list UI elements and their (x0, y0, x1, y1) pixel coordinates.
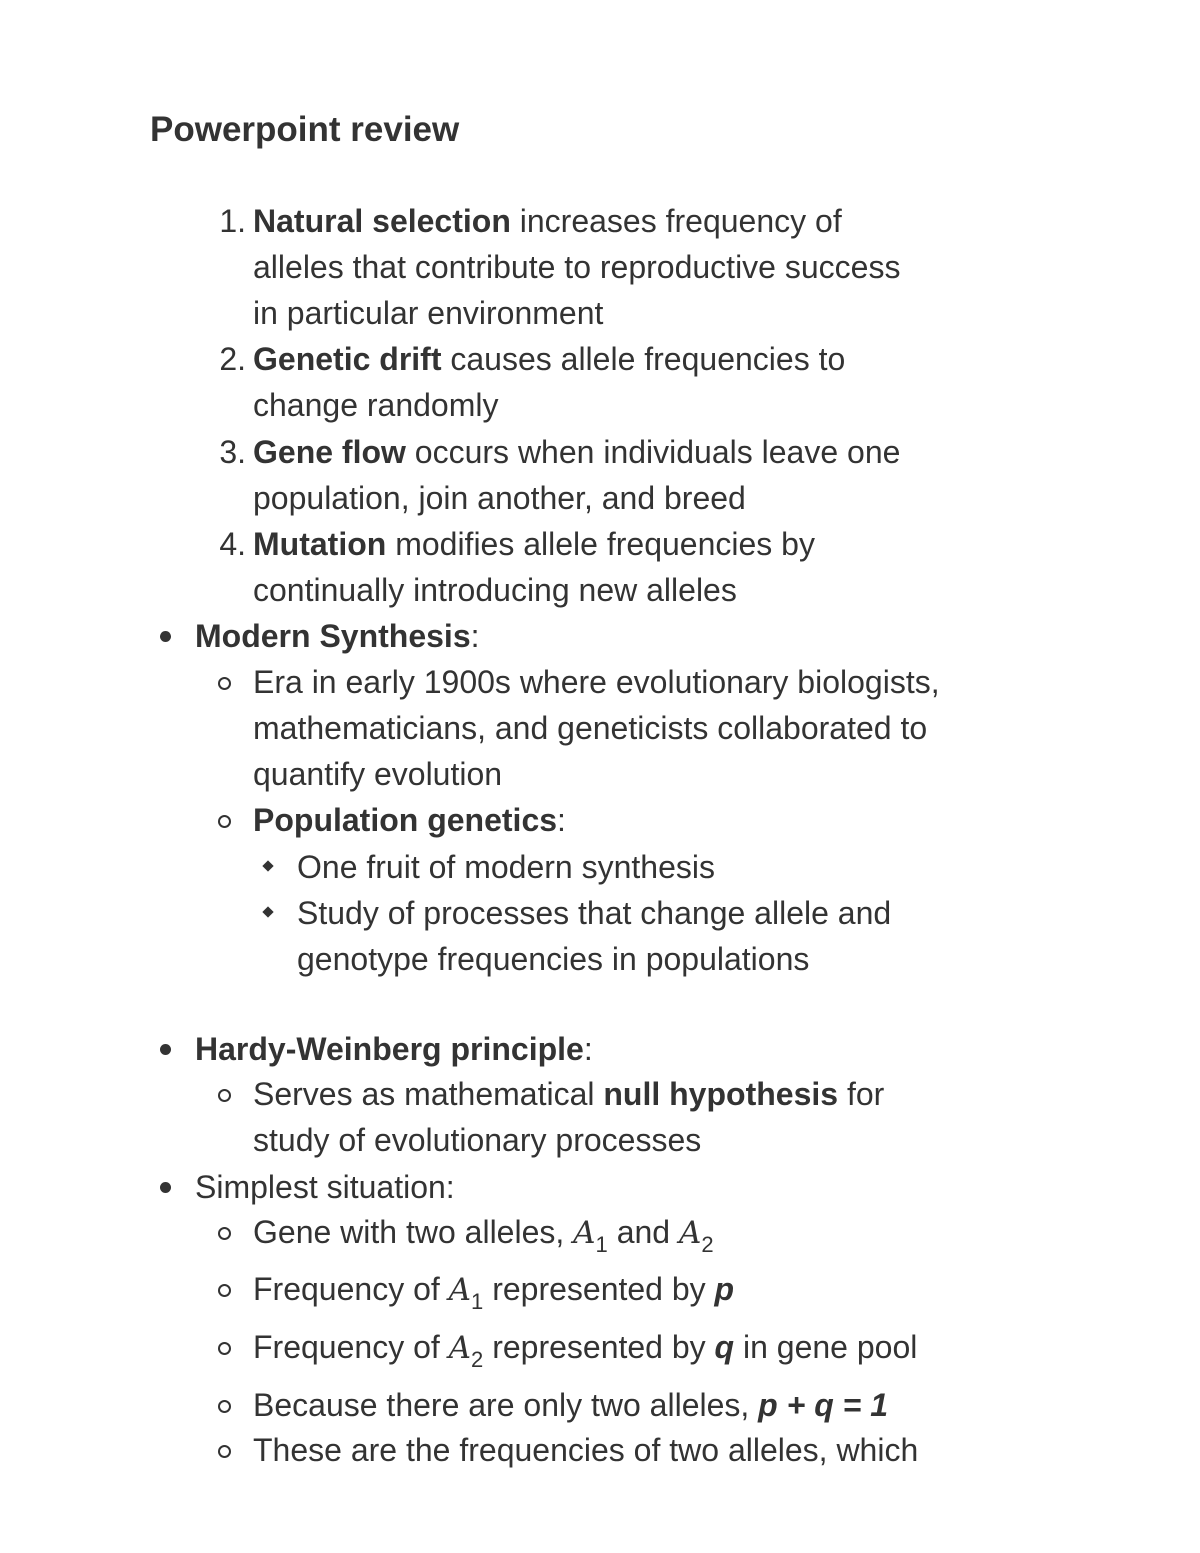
list-item-text (253, 1209, 714, 1268)
hardy-weinberg-heading (195, 1026, 593, 1072)
text: in gene pool (734, 1329, 918, 1365)
list-item-natural-selection (253, 198, 842, 244)
list-item-text: genotype frequencies in populations (297, 941, 810, 977)
term: null hypothesis (603, 1076, 839, 1112)
list-item-genetic-drift (253, 336, 845, 382)
term: Population genetics (253, 802, 558, 838)
list-item-text: study of evolutionary processes (253, 1122, 702, 1158)
math-var: A (448, 1330, 472, 1366)
bullet-circle-icon (218, 1089, 231, 1102)
bullet-circle-icon (218, 1342, 231, 1355)
list-item-gene-flow (253, 429, 900, 475)
list-item-text: One fruit of modern synthesis (297, 849, 715, 885)
bullet-dot-icon (160, 1182, 171, 1193)
list-item-text: population, join another, and breed (253, 480, 746, 516)
bullet-circle-icon (218, 1227, 231, 1240)
text: for (838, 1076, 885, 1112)
term: Natural selection (253, 203, 511, 239)
list-number: 1. (219, 203, 246, 239)
list-item-text (253, 1382, 888, 1428)
colon: : (557, 802, 566, 838)
list-item-text (253, 1266, 734, 1325)
equation: p + q = 1 (758, 1387, 888, 1423)
text: represented by (483, 1329, 715, 1365)
colon: : (583, 1031, 593, 1067)
colon: : (470, 618, 480, 654)
list-item-text: mathematicians, and geneticists collaborated to (253, 710, 928, 746)
bullet-diamond-icon (262, 860, 273, 871)
list-item-text: alleles that contribute to reproductive success (253, 249, 901, 285)
math-var: A (448, 1272, 472, 1308)
text: and (607, 1214, 679, 1250)
list-item-mutation (253, 521, 815, 567)
simplest-situation-heading: Simplest situation: (195, 1169, 455, 1205)
bullet-circle-icon (218, 1445, 231, 1458)
bullet-circle-icon (218, 1284, 231, 1297)
text: represented by (483, 1271, 715, 1307)
subscript: 1 (595, 1232, 608, 1257)
math-var: A (678, 1215, 702, 1251)
math-var: A (573, 1215, 596, 1251)
list-number: 4. (219, 526, 246, 562)
term: Genetic drift (253, 341, 442, 377)
list-item-text: Era in early 1900s where evolutionary biologists, (253, 664, 940, 700)
list-item-text (253, 1071, 884, 1117)
bullet-dot-icon (160, 1044, 171, 1055)
term: Mutation (253, 526, 387, 562)
text: occurs when individuals leave one (405, 434, 901, 470)
list-number: 2. (219, 341, 246, 377)
list-item-text: These are the frequencies of two alleles, which (253, 1432, 919, 1468)
bullet-circle-icon (218, 1400, 231, 1413)
text: Because there are only two alleles, (253, 1387, 759, 1423)
math-var: q (714, 1329, 735, 1365)
list-item-text: in particular environment (253, 295, 604, 331)
list-number: 3. (219, 434, 246, 470)
text: Frequency of (253, 1329, 449, 1365)
subscript: 2 (701, 1232, 714, 1257)
page-title: Powerpoint review (150, 110, 460, 149)
subscript: 1 (471, 1289, 484, 1314)
population-genetics-heading (253, 797, 566, 843)
text: increases frequency of (510, 203, 842, 239)
text: causes allele frequencies to (441, 341, 846, 377)
bullet-dot-icon (160, 631, 171, 642)
term: Modern Synthesis (195, 618, 471, 654)
bullet-circle-icon (218, 815, 231, 828)
bullet-diamond-icon (262, 906, 273, 917)
list-item-text (253, 1324, 917, 1383)
bullet-circle-icon (218, 677, 231, 690)
text: Frequency of (253, 1271, 449, 1307)
modern-synthesis-heading (195, 613, 480, 659)
math-var: p (714, 1271, 735, 1307)
term: Hardy-Weinberg principle (195, 1031, 584, 1067)
list-item-text: quantify evolution (253, 756, 503, 792)
text: Gene with two alleles, (253, 1214, 574, 1250)
subscript: 2 (471, 1347, 484, 1372)
text: modifies allele frequencies by (386, 526, 815, 562)
term: Gene flow (253, 434, 406, 470)
text: Serves as mathematical (253, 1076, 604, 1112)
list-item-text: Study of processes that change allele and (297, 895, 892, 931)
list-item-text: continually introducing new alleles (253, 572, 737, 608)
list-item-text: change randomly (253, 387, 499, 423)
